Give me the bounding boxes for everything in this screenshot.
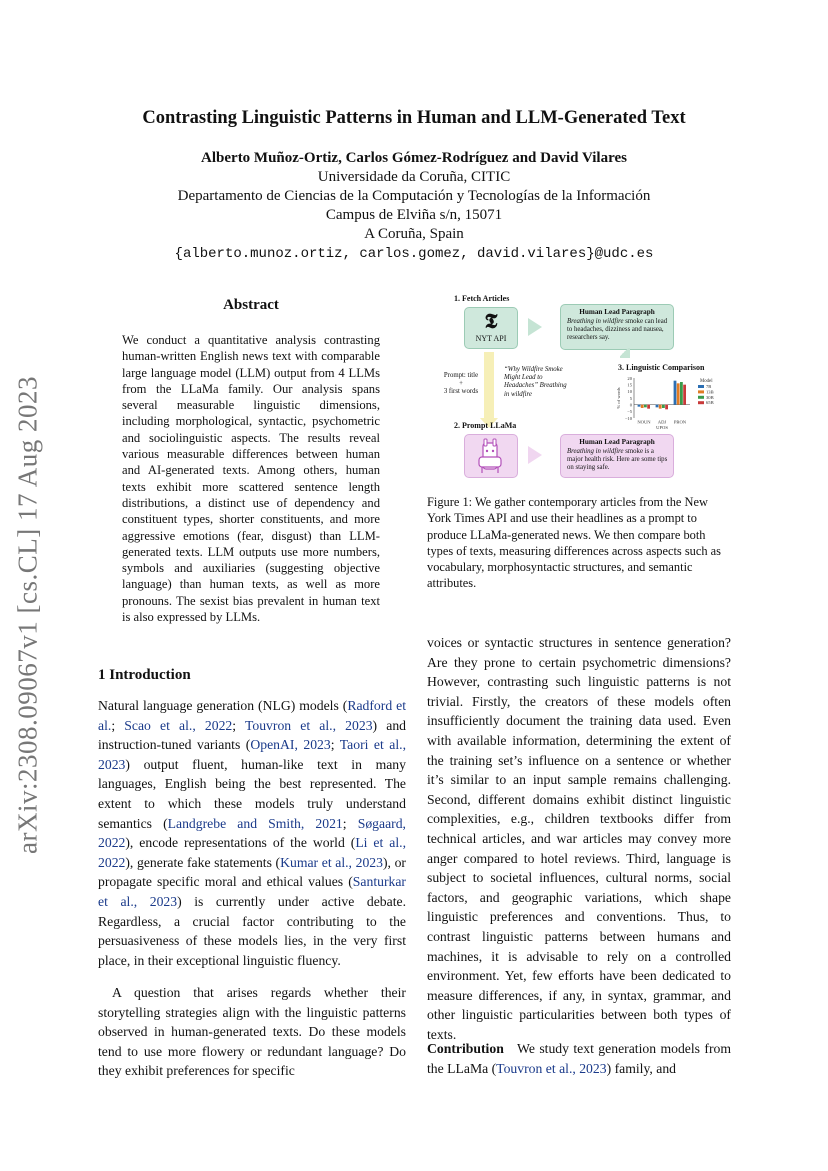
llama-lead-text-italic: Breathing in wildfire (567, 448, 624, 455)
y-tick-label: −10 (624, 415, 632, 421)
paper-title: Contrasting Linguistic Patterns in Human and LLM-Generated Text (142, 108, 686, 128)
bar-mark (662, 405, 665, 408)
legend-swatch (698, 396, 704, 399)
legend-swatch (698, 385, 704, 388)
legend-swatch (698, 401, 704, 404)
arxiv-stamp (8, 355, 48, 875)
y-axis-label: % of words (616, 387, 621, 409)
bar-mark (674, 381, 677, 405)
human-lead-text-rest: smoke can lead to headaches, dizziness and nausea, researchers say. (567, 318, 668, 342)
contribution-heading: Contribution (427, 1041, 504, 1056)
text-run: We study text generation models from the LLaMa ( (427, 1041, 732, 1076)
llama-icon (465, 435, 517, 477)
step-prompt-llama: 2. Prompt LLaMa (454, 421, 517, 430)
step-fetch-articles: 1. Fetch Articles (454, 294, 510, 303)
author-list: Alberto Muñoz-Ortiz, Carlos Gómez-Rodríguez and David Vilares (201, 150, 627, 166)
citation-link[interactable]: OpenAI, 2023 (250, 737, 331, 753)
intro-paragraph-2: A question that arises regards whether their storytelling strategies align with the linguistic patterns observed in human-generated texts. Do these models tend to use more flowery or redundant language? Do they exhibit preferences for specific (98, 985, 406, 1079)
citation-link[interactable]: Santurkar et al., 2023 (98, 874, 406, 909)
nyt-logo-icon: 𝕿 (484, 309, 498, 333)
legend-swatch (698, 390, 704, 393)
text-run: ), generate fake statements ( (125, 854, 281, 870)
citation-link[interactable]: Touvron et al., 2023 (244, 717, 373, 733)
citation-link[interactable]: Li et al., 2022 (98, 835, 406, 870)
text-run: ; (342, 815, 358, 831)
text-run: ) and instruction-tuned variants ( (98, 717, 407, 753)
bar-mark (647, 405, 650, 409)
affiliation-line: Campus de Elviña s/n, 15071 (325, 207, 503, 223)
x-tick-label: NOUN (637, 419, 651, 425)
legend-title: Model (700, 379, 713, 384)
citation-link[interactable]: Søgaard, 2022 (98, 815, 406, 851)
llama-box (464, 434, 518, 478)
step-linguistic-comparison: 3. Linguistic Comparison (618, 363, 705, 372)
abstract-heading: Abstract (223, 297, 279, 313)
llama-lead-box (560, 434, 674, 478)
y-tick-label: 10 (627, 389, 632, 395)
legend-entry: 30B (706, 394, 714, 400)
bar-mark (683, 385, 686, 405)
bar-mark (659, 405, 662, 409)
legend-entry: 65B (706, 400, 714, 406)
prompt-plus: + (459, 380, 463, 388)
figure-caption: Figure 1: We gather contemporary articles from the New York Times API and use their headlines as a prompt to produce LLaMa-generated news. We then compare both types of texts, measuring differences across aspects such as vocabulary, morphosyntactic structures, and semantic attributes. (427, 495, 721, 591)
prompt-label: Prompt: title (443, 372, 479, 379)
y-tick-label: 20 (627, 375, 632, 381)
intro-paragraph-3: voices or syntactic structures in sentence generation? Are they prone to certain psychometric dimensions? However, contrasting such linguistic patterns is not trivial. Firstly, the creators of these models often insufficiently document the training data used. Even with available information, determining the extent of the training set’s influence on a sentence or whether it’s similar to an input sample remains challenging. Second, different domains exhibit distinct linguistic complexities, e.g., children textbooks differ from technical articles, and war articles may convey more anger compared to hotel reviews. Third, language is subject to societal influences, cultural norms, social factors, and geographic variations, which shape linguistic preferences and conventions. Thus, to contrast linguistic patterns between humans and machines, it is advisable to rely on a controlled environment. Yet, few efforts have been dedicated to measure differences, if any, in syntax, grammar, and other linguistic particularities between both types of texts. (427, 635, 731, 1042)
text-run: ) is currently under active debate. Regardless, a crucial factor contributing to the persuasiveness of these models lies, in the very first place, in their exceptional linguistic fluency. (98, 893, 406, 968)
human-lead-box (560, 304, 674, 350)
nyt-api-label: NYT API (475, 334, 507, 343)
x-tick-label: PRON (673, 419, 687, 425)
y-tick-label: 15 (627, 382, 632, 388)
human-lead-text (567, 318, 669, 343)
affiliation-line: Universidade da Coruña, CITIC (317, 169, 511, 185)
prompt-words: 3 first words (443, 388, 479, 396)
arrow-right-icon (528, 318, 542, 336)
arrow-down-right-icon (620, 348, 630, 358)
text-run: ) family, and (606, 1060, 677, 1076)
affiliation-line: A Coruña, Spain (364, 226, 464, 242)
x-axis-label: UPOS (656, 425, 668, 430)
x-tick-label: ADJ (657, 419, 667, 425)
y-tick-label: 5 (629, 395, 632, 401)
bar-mark (638, 405, 641, 407)
arxiv-id: arXiv:2308.09067v1 [cs.CL] 17 Aug 2023 (12, 376, 43, 854)
text-run: ) output fluent, human-like text in many languages, English being the best represented. The extent to which these models truly understand semantics ( (98, 756, 406, 831)
text-run: ), encode representations of the world ( (125, 835, 356, 851)
author-email: {alberto.munoz.ortiz, carlos.gomez, david.vilares}@udc.es (174, 246, 654, 262)
citation-link[interactable]: Kumar et al., 2023 (280, 854, 383, 870)
intro-paragraph-1 (98, 696, 406, 970)
bar-mark (680, 382, 683, 405)
section-heading-introduction: 1 Introduction (98, 667, 191, 683)
llama-lead-text (567, 448, 669, 473)
text-run: ; (111, 717, 125, 733)
llama-lead-text-rest: smoke is a major health risk. Here are some tips on staying safe. (567, 448, 668, 472)
abstract-text: We conduct a quantitative analysis contrasting human-written English news text with comparable large language model (LLM) output from 4 LLMs from the LLaMa family. Our analysis spans several measurable linguistic dimensions, including morphological, syntactic, psychometric and sociolinguistic aspects. The results reveal various measurable differences between human and AI-generated texts. Among others, human texts exhibit more scattered sentence length distributions, a distinct use of dependency and constituent types, shorter constituents, and more aggressive emotions (fear, disgust) than LLM-generated texts. LLM outputs use more numbers, symbols and auxiliaries (suggesting objective language) than human texts, as well as more pronouns. The sexist bias prevalent in human text is also expressed by LLMs. (122, 333, 380, 625)
human-lead-text-italic: Breathing in wildfire (567, 318, 624, 325)
upos-bar-chart (616, 374, 728, 430)
citation-link[interactable]: Touvron et al., 2023 (496, 1060, 607, 1076)
text-run: ; (232, 717, 245, 733)
affiliation-line: Departamento de Ciencias de la Computación y Tecnologías de la Información (177, 188, 651, 204)
text-run: ; (330, 737, 340, 753)
prompt-description (432, 372, 490, 397)
arrow-down-shaft (484, 352, 494, 418)
citation-link[interactable]: Landgrebe and Smith, 2021 (167, 815, 343, 831)
text-run: Natural language generation (NLG) models ( (98, 698, 348, 713)
bar-mark (644, 405, 647, 408)
llama-lead-title: Human Lead Paragraph (579, 438, 655, 446)
citation-link[interactable]: Radford et al. (98, 698, 406, 733)
bar-mark (677, 383, 680, 404)
bar-mark (665, 405, 668, 410)
prompt-quote: “Why Wildfire Smoke Might Lead to Headaches” Breathing in wildfire (504, 366, 567, 398)
legend-entry: 13B (706, 389, 714, 395)
text-run: ), or propagate specific moral and ethical values ( (98, 854, 406, 890)
citation-link[interactable]: Scao et al., 2022 (124, 717, 233, 733)
y-tick-label: −5 (627, 409, 632, 415)
citation-link[interactable]: Taori et al., 2023 (98, 737, 406, 772)
legend-entry: 7B (706, 384, 712, 389)
y-tick-label: 0 (629, 402, 632, 408)
bar-mark (641, 405, 644, 408)
figure-1 (424, 290, 730, 482)
nyt-api-box (464, 307, 518, 349)
human-lead-title: Human Lead Paragraph (579, 308, 655, 316)
bar-mark (656, 405, 659, 408)
contribution-paragraph (427, 1039, 731, 1078)
arrow-right-icon (528, 446, 542, 464)
